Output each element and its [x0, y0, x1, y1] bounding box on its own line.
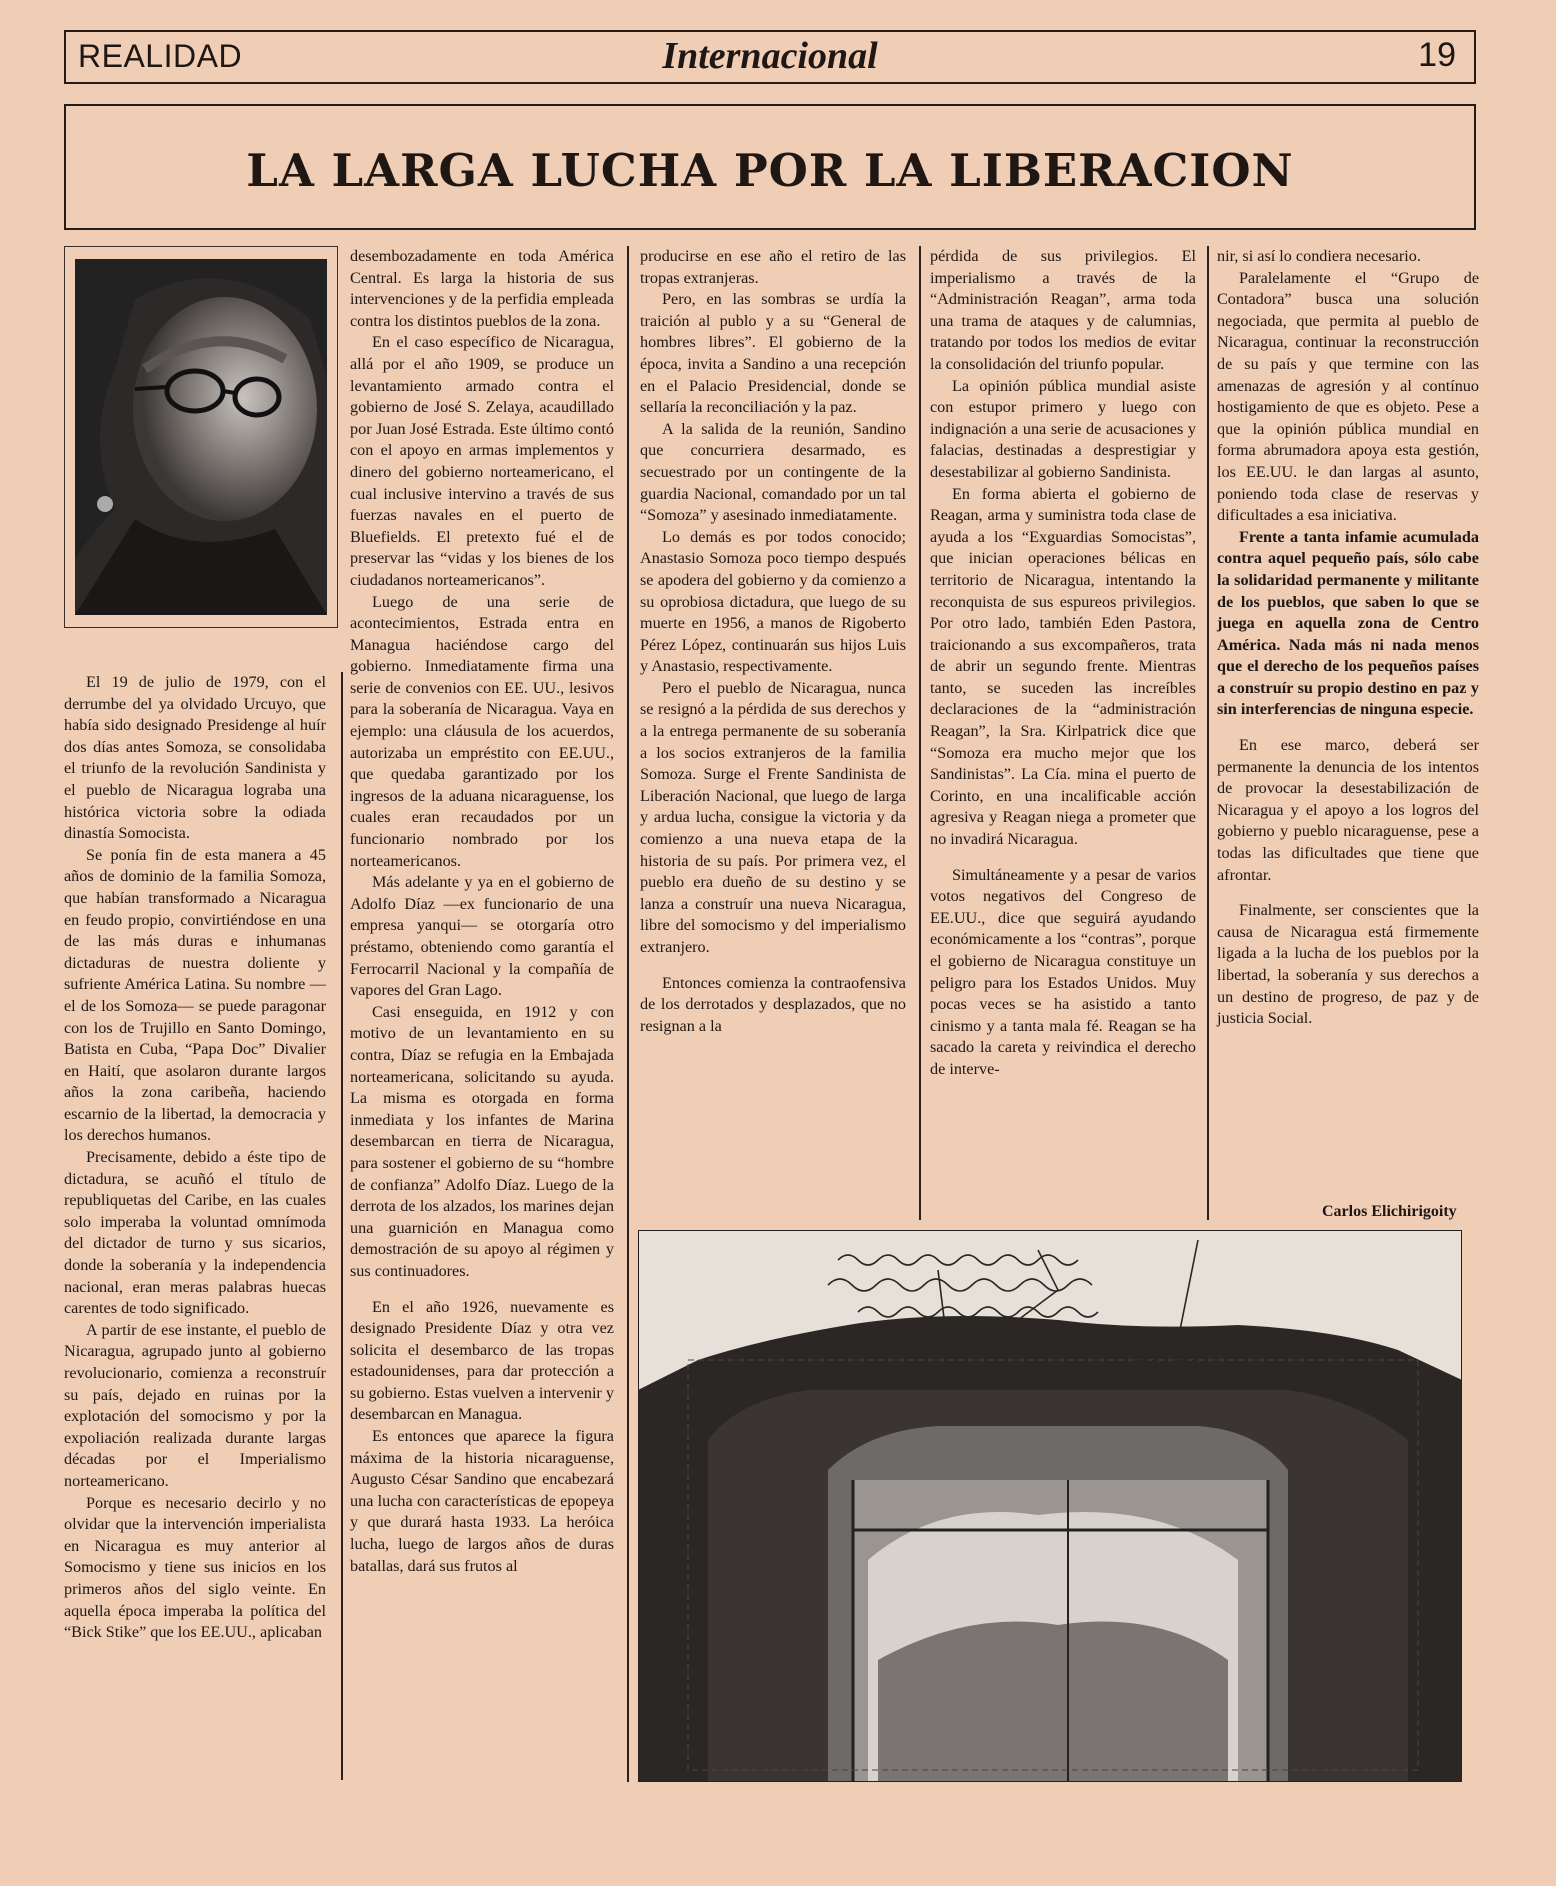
article-column-2: [350, 246, 614, 1577]
paragraph: Entonces comienza la contraofensiva de los derrotados y desplazados, que no resignan a la: [640, 973, 906, 1035]
column-rule: [1207, 246, 1209, 1220]
column-rule: [627, 246, 629, 1782]
article-title: LA LARGA LUCHA POR LA LIBERACION: [246, 144, 1294, 197]
page-number: 19: [1418, 36, 1456, 74]
section-name: REALIDAD: [78, 38, 243, 74]
paragraph: A partir de ese instante, el pueblo de Nicaragua, agrupado junto al gobierno revolucionario, comienza a reconstruír su país, dejado en ruinas por la explotación del somocismo y por la expoliación realizada durante largas décadas por el Imperialismo norteamericano.: [64, 1320, 326, 1490]
paragraph: producirse en ese año el retiro de las tropas extranjeras.: [640, 247, 906, 287]
paragraph: La opinión pública mundial asiste con estupor primero y luego con indignación a una serie de acusaciones y falacias, destinadas a desprestigiar y desestabilizar al gobierno Sandinista.: [930, 376, 1196, 481]
paragraph: Es entonces que aparece la figura máxima de la historia nicaraguense, Augusto César Sandino que encabezará una lucha con características de epopeya y que durará hasta 1933. La heróica lucha, luego de largos años de duras batallas, dará sus frutos al: [350, 1427, 614, 1575]
paragraph: Se ponía fin de esta manera a 45 años de dominio de la familia Somoza, que habían transformado a Nicaragua en feudo propio, convirtiéndose en una de las más duras e inhumanas dictaduras de nuestra doliente y sufriente América Latina. Su nombre —el de los Somoza— se puede paragonar con los de Trujillo en Santo Domingo, Batista en Cuba, “Papa Doc” Divalier en Haití, que asolaron durante largos años la zona caribeña, haciendo escarnio de la libertad, la democracia y los derechos humanos.: [64, 845, 326, 1145]
paragraph: Lo demás es por todos conocido; Anastasio Somoza poco tiempo después se apodera del gobierno y da comienzo a su oprobiosa dictadura, que luego de su muerte en 1956, a manos de Rigoberto Pérez López, continuarán sus hijos Luis y Anastasio, respectivamente.: [640, 527, 906, 676]
paragraph: Frente a tanta infamie acumulada contra aquel pequeño país, sólo cabe la solidaridad permanente y militante de los pueblos, que saben lo que se juega en aquella zona de Centro América. Nada más ni nada menos que el derecho de los pequeños países a construír su propio destino en paz y sin interferencias de ninguna especie.: [1217, 527, 1479, 719]
paragraph: Pero el pueblo de Nicaragua, nunca se resignó a la pérdida de sus derechos y a la entrega permanente de su soberanía a los socios extranjeros de la familia Somoza. Surge el Frente Sandinista de Liberación Nacional, que luego de larga y ardua lucha, consigue la victoria y da comienzo a una nueva etapa de la historia de su país. Por primera vez, el pueblo era dueño de su destino y se lanza a construír una nueva Nicaragua, libre del somocismo y del imperialismo extranjero.: [640, 678, 906, 956]
paragraph: En forma abierta el gobierno de Reagan, arma y suministra toda clase de ayuda a los “Exguardias Somocistas”, que inician operaciones bélicas en territorio de Nicaragua, intentando la reconquista de sus espureos privilegios. Por otro lado, también Eden Pastora, traicionando a sus excompañeros, trata de abrir un segundo frente. Mientras tanto, se suceden las increíbles declaraciones de la “administración Reagan”, la Sra. Kirlpatrick dice que “Somoza era mucho mejor que los Sandinistas”. La Cía. mina el puerto de Corinto, en una incalificable acción agresiva y Reagan niega a prometer que no invadirá Nicaragua.: [930, 484, 1196, 849]
page-header: [64, 30, 1476, 84]
author-signature: Carlos Elichirigoity: [1322, 1203, 1457, 1220]
artwork-illustration: [638, 1230, 1462, 1782]
paragraph: Porque es necesario decirlo y no olvidar que la intervención imperialista en Nicaragua es muy anterior al Somocismo y tiene sus inicios en los primeros años del siglo veinte. En aquella época imperaba la política del “Bick Stike” que los EE.UU., aplicaban: [64, 1493, 326, 1642]
paragraph: Finalmente, ser conscientes que la causa de Nicaragua está firmemente ligada a la lucha de los pueblos por la libertad, la soberanía y sus derechos a un destino de progreso, de paz y de justicia Social.: [1217, 901, 1479, 1028]
column-rule: [341, 672, 343, 1780]
paragraph: En ese marco, deberá ser permanente la denuncia de los intentos de provocar la desestabilización de Nicaragua y el apoyo a los logros del gobierno y pueblo nicaraguense, pese a todas las dificultades que tiene que afrontar.: [1217, 736, 1479, 884]
title-box: [64, 104, 1476, 230]
article-column-3: [640, 246, 906, 1037]
artwork-image: [638, 1230, 1462, 1782]
paragraph: Paralelamente el “Grupo de Contadora” busca una solución negociada, que permita al pueblo de Nicaragua, continuar la reconstrucción de su país y que termine con las amenazas de agresión y al contínuo hostigamiento de que es objeto. Pese a que la opinión pública mundial en forma abrumadora apoya esta gestión, los EE.UU. le dan largas al asunto, poniendo toda clase de reservas y dificultades a esa iniciativa.: [1217, 268, 1479, 525]
paragraph: pérdida de sus privilegios. El imperialismo a través de la “Administración Reagan”, arma toda una trama de ataques y de calumnias, tratando por todos los medios de evitar la consolidación del triunfo popular.: [930, 247, 1196, 373]
article-column-4: [930, 246, 1196, 1081]
paragraph: Casi enseguida, en 1912 y con motivo de un levantamiento en su contra, Díaz se refugia en la Embajada norteamericana, solicitando su ayuda. La misma es otorgada en forma inmediata y los infantes de Marina desembarcan en tierra de Nicaragua, para sostener el gobierno de su “hombre de confianza” Adolfo Díaz. Luego de la derrota de los alzados, los marines dejan una guarnición en Managua como demostración de su apoyo al régimen y sus continuadores.: [350, 1002, 614, 1280]
article-column-1: [64, 672, 326, 1644]
paragraph: desembozadamente en toda América Central. Es larga la historia de sus intervenciones y de la perfidia empleada contra los distintos pueblos de la zona.: [350, 247, 614, 330]
portrait-photo: [75, 259, 327, 615]
article-column-5: [1217, 246, 1479, 1030]
paragraph: nir, si así lo condiera necesario.: [1217, 247, 1421, 265]
paragraph: En el año 1926, nuevamente es designado Presidente Díaz y otra vez solicita el desembarco de las tropas estadounidenses, para dar protección a su gobierno. Estas vuelven a intervenir y desembarcan en Managua.: [350, 1297, 614, 1424]
portrait-illustration: [75, 259, 327, 615]
paragraph: Luego de una serie de acontecimientos, Estrada entra en Managua haciéndose cargo del gobierno. Inmediatamente firma una serie de convenios con EE. UU., lesivos para la soberanía de Nicaragua. Vaya en ejemplo: una cláusula de los acuerdos, autorizaba un empréstito con EE.UU., que quedaba garantizado por los ingresos de la aduana nicaraguense, los cuales eran recaudados por un funcionario nombrado por los norteamericanos.: [350, 592, 614, 870]
paragraph: El 19 de julio de 1979, con el derrumbe del ya olvidado Urcuyo, que había sido designado Presidenge al huír dos días antes Somoza, se consolidaba el triunfo de la revolución Sandinista y el pueblo de Nicaragua lograba una histórica victoria sobre la odiada dinastía Somocista.: [64, 673, 326, 843]
paragraph: Más adelante y ya en el gobierno de Adolfo Díaz —ex funcionario de una empresa yanqui— se otorgaría otro préstamo, obteniendo como garantía el Ferrocarril Nacional y la compañía de vapores del Gran Lago.: [350, 873, 614, 1000]
paragraph: Precisamente, debido a éste tipo de dictadura, se acuñó el título de republiquetas del Caribe, en las cuales solo imperaba la voluntad omnímoda del dictador de turno y sus sicarios, donde la soberanía y la independencia nacional, eran meras palabras huecas carentes de todo significado.: [64, 1148, 326, 1318]
paragraph: Simultáneamente y a pesar de varios votos negativos del Congreso de EE.UU., dice que seguirá ayudando económicamente a los “contras”, porque el gobierno de Nicaragua constituye un peligro para los Estados Unidos. Muy pocas veces se ha asistido a tanto cinismo y a tanta mala fé. Reagan se ha sacado la careta y reivindica el derecho de interve-: [930, 865, 1196, 1078]
column-rule: [919, 246, 921, 1220]
category-name: Internacional: [662, 35, 878, 77]
paragraph: Pero, en las sombras se urdía la traición al publo y a su “General de hombres libres”. El gobierno de la época, invita a Sandino a una recepción en el Palacio Presidencial, donde se sellaría la reconciliación y la paz.: [640, 290, 906, 417]
paragraph: A la salida de la reunión, Sandino que concurriera desarmado, es secuestrado por un contingente de la guardia Nacional, comandado por un tal “Somoza” y asesinado inmediatamente.: [640, 419, 906, 525]
portrait-photo-frame: [64, 246, 338, 628]
paragraph: En el caso específico de Nicaragua, allá por el año 1909, se produce un levantamiento armado contra el gobierno de José S. Zelaya, acaudillado por Juan José Estrada. Este último contó con el apoyo en armas implementos y dinero del gobierno norteamericano, el cual inclusive intervino a través de sus fuerzas navales en el puerto de Bluefields. El pretexto fué el de preservar las “vidas y los bienes de los ciudadanos norteamericanos”.: [350, 333, 614, 589]
